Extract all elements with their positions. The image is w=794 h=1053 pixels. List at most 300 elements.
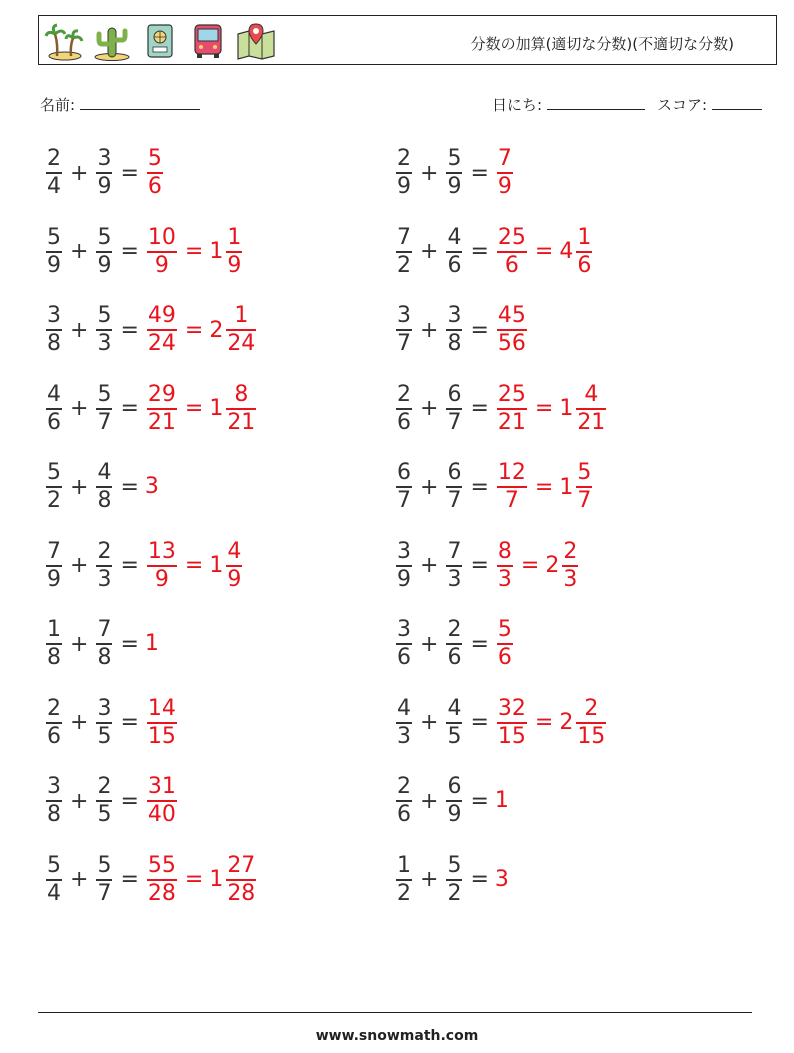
denominator: 8 [47, 802, 61, 827]
answer-integer: 3 [144, 474, 159, 499]
addend-b [446, 382, 462, 436]
addend-a [396, 539, 412, 593]
denominator: 5 [97, 723, 112, 749]
numerator: 6 [447, 774, 462, 799]
denominator: 5 [447, 723, 462, 749]
addend-b [96, 617, 112, 671]
mixed-whole: 4 [559, 239, 574, 264]
problem-row [394, 141, 515, 205]
numerator: 4 [97, 460, 112, 485]
denominator: 3 [447, 566, 462, 592]
mixed-whole: 1 [209, 867, 224, 892]
denominator: 28 [147, 880, 176, 906]
denominator: 9 [497, 174, 512, 199]
equals-sign: = [120, 710, 139, 735]
addend-a [396, 225, 412, 279]
mixed-whole: 2 [209, 317, 224, 343]
name-blank[interactable] [80, 95, 200, 110]
mixed-whole: 1 [559, 474, 574, 500]
answer [495, 303, 529, 357]
addend-a [396, 617, 412, 671]
numerator: 2 [563, 538, 578, 564]
answer [495, 867, 509, 893]
equals-sign: = [470, 160, 489, 186]
addend-a [396, 774, 412, 828]
denominator: 8 [97, 645, 112, 670]
denominator: 6 [147, 174, 162, 199]
denominator: 3 [397, 723, 411, 749]
worksheet-header [38, 15, 777, 65]
denominator: 7 [97, 880, 112, 906]
header-icons [43, 20, 277, 62]
numerator: 29 [147, 381, 176, 407]
plus-sign: + [420, 788, 439, 814]
numerator: 5 [497, 617, 512, 642]
problem-row [44, 612, 159, 676]
problem-row [394, 612, 515, 676]
denominator: 3 [497, 566, 512, 592]
numerator: 1 [397, 852, 411, 878]
problem-row [44, 220, 244, 284]
numerator: 6 [447, 460, 462, 485]
map-icon [235, 20, 277, 62]
footer-url: www.snowmath.com [315, 1028, 479, 1044]
denominator: 7 [397, 331, 411, 356]
numerator: 8 [497, 538, 512, 564]
answer [145, 696, 179, 750]
addend-b [96, 382, 112, 436]
equals-sign: = [120, 317, 139, 343]
addend-a [396, 382, 412, 436]
answer-fraction [147, 774, 177, 828]
plus-sign: + [70, 239, 89, 264]
denominator: 9 [447, 174, 462, 199]
equals-sign: = [120, 631, 139, 657]
plus-sign: + [70, 788, 89, 814]
addend-b [446, 696, 462, 750]
numerator: 2 [584, 695, 599, 721]
addend-a [46, 696, 62, 750]
plus-sign: + [420, 317, 439, 343]
denominator: 15 [147, 723, 176, 749]
plus-sign: + [70, 474, 89, 500]
denominator: 6 [397, 645, 411, 670]
answer-fraction [147, 539, 177, 593]
problem-row [394, 455, 594, 519]
addend-a [396, 460, 412, 514]
numerator: 7 [447, 538, 462, 564]
numerator: 5 [97, 852, 112, 878]
numerator: 5 [97, 381, 112, 407]
equals-sign: = [120, 553, 139, 578]
numerator: 5 [47, 460, 61, 485]
denominator: 2 [447, 880, 462, 906]
numerator: 2 [47, 146, 61, 171]
denominator: 7 [447, 488, 462, 513]
mixed-whole: 1 [209, 396, 224, 421]
addend-a [46, 774, 62, 828]
mixed-whole: 1 [209, 553, 224, 578]
denominator: 5 [97, 802, 112, 827]
denominator: 21 [147, 409, 176, 435]
denominator: 9 [47, 566, 61, 592]
denominator: 4 [47, 880, 61, 906]
denominator: 9 [154, 566, 169, 592]
answer [145, 146, 165, 200]
numerator: 3 [397, 538, 411, 564]
equals-sign: = [120, 867, 139, 892]
numerator: 4 [47, 381, 61, 407]
answer [145, 303, 258, 357]
numerator: 4 [227, 538, 242, 564]
answer [145, 474, 159, 500]
answer-equals-sign: = [184, 867, 204, 892]
name-field [40, 94, 200, 115]
plus-sign: + [70, 867, 89, 892]
denominator: 21 [497, 409, 526, 435]
numerator: 3 [97, 146, 112, 171]
denominator: 6 [397, 409, 411, 435]
numerator: 5 [447, 146, 462, 171]
equals-sign: = [470, 631, 489, 657]
numerator: 10 [147, 224, 176, 250]
equals-sign: = [470, 239, 489, 264]
denominator: 7 [447, 409, 462, 435]
addend-b [446, 539, 462, 593]
addend-a [46, 382, 62, 436]
numerator: 14 [147, 695, 176, 721]
numerator: 5 [577, 460, 592, 485]
addend-b [446, 774, 462, 828]
denominator: 6 [447, 252, 462, 278]
answer [495, 460, 594, 514]
numerator: 7 [497, 146, 512, 171]
equals-sign: = [470, 474, 489, 500]
denominator: 9 [397, 566, 411, 592]
denominator: 2 [47, 488, 61, 513]
answer-fraction [497, 225, 527, 279]
problem-row [394, 848, 509, 912]
plus-sign: + [70, 317, 89, 343]
plus-sign: + [70, 160, 89, 186]
numerator: 2 [397, 774, 411, 799]
answer-fraction [497, 617, 513, 671]
addend-b [96, 853, 112, 907]
addend-a [396, 696, 412, 750]
problem-row [394, 769, 509, 833]
plus-sign: + [70, 553, 89, 578]
answer-fraction [497, 460, 527, 514]
equals-sign: = [470, 867, 489, 892]
score-blank[interactable] [712, 95, 762, 110]
equals-sign: = [120, 474, 139, 500]
bus-icon [187, 20, 229, 62]
denominator: 24 [227, 331, 256, 356]
answer [145, 539, 244, 593]
denominator: 8 [47, 645, 61, 670]
equals-sign: = [120, 396, 139, 421]
mixed-fraction [576, 696, 606, 750]
answer-equals-sign: = [520, 553, 540, 578]
numerator: 4 [584, 381, 599, 407]
denominator: 8 [97, 488, 112, 513]
addend-b [446, 146, 462, 200]
denominator: 3 [97, 331, 112, 356]
plus-sign: + [420, 867, 439, 892]
denominator: 28 [227, 880, 256, 906]
denominator: 7 [504, 488, 519, 513]
answer-fraction [147, 146, 163, 200]
denominator: 8 [47, 331, 61, 356]
mixed-fraction [226, 225, 242, 279]
addend-b [446, 225, 462, 279]
numerator: 3 [47, 303, 61, 328]
numerator: 2 [447, 617, 462, 642]
date-label: 日にち: [492, 96, 543, 114]
problem-row [44, 769, 179, 833]
addend-a [396, 146, 412, 200]
numerator: 2 [97, 538, 112, 564]
passport-icon [139, 20, 181, 62]
numerator: 31 [147, 774, 176, 799]
denominator: 6 [577, 252, 592, 278]
numerator: 5 [97, 224, 112, 250]
problem-row [44, 298, 258, 362]
problem-row [44, 455, 159, 519]
equals-sign: = [470, 788, 489, 814]
answer [145, 774, 179, 828]
plus-sign: + [420, 239, 439, 264]
denominator: 2 [397, 252, 411, 278]
answer-fraction [497, 303, 527, 357]
denominator: 6 [47, 723, 61, 749]
answer [495, 225, 594, 279]
numerator: 7 [47, 538, 61, 564]
problem-row [44, 377, 258, 441]
addend-b [96, 460, 112, 514]
numerator: 3 [97, 695, 112, 721]
numerator: 7 [97, 617, 112, 642]
numerator: 4 [447, 695, 462, 721]
denominator: 15 [497, 723, 526, 749]
addend-a [46, 617, 62, 671]
answer [145, 631, 159, 657]
answer-equals-sign: = [184, 553, 204, 578]
plus-sign: + [420, 631, 439, 657]
numerator: 1 [577, 224, 592, 250]
answer-fraction [147, 382, 177, 436]
date-blank[interactable] [547, 95, 645, 110]
numerator: 1 [234, 303, 249, 328]
numerator: 2 [397, 381, 411, 407]
denominator: 4 [47, 174, 61, 199]
answer-fraction [497, 382, 527, 436]
equals-sign: = [470, 317, 489, 343]
problem-row [44, 141, 165, 205]
answer [495, 617, 515, 671]
addend-a [46, 225, 62, 279]
addend-b [96, 696, 112, 750]
palm-tree-icon [43, 20, 85, 62]
numerator: 49 [147, 303, 176, 328]
addend-b [96, 146, 112, 200]
numerator: 2 [97, 774, 112, 799]
denominator: 6 [447, 645, 462, 670]
answer-fraction [497, 539, 513, 593]
numerator: 55 [147, 852, 176, 878]
problem-row [394, 534, 580, 598]
denominator: 9 [154, 252, 169, 278]
answer [495, 696, 608, 750]
name-label: 名前: [40, 96, 76, 114]
problem-row [44, 691, 179, 755]
mixed-fraction [226, 382, 256, 436]
denominator: 7 [97, 409, 112, 435]
answer [145, 382, 258, 436]
denominator: 2 [397, 880, 411, 906]
numerator: 25 [497, 224, 526, 250]
answer [495, 539, 580, 593]
answer-fraction [147, 696, 177, 750]
answer-integer: 1 [494, 788, 509, 813]
denominator: 24 [147, 331, 176, 356]
numerator: 4 [447, 224, 462, 250]
answer-equals-sign: = [534, 474, 554, 500]
answer [495, 788, 509, 814]
numerator: 6 [397, 460, 411, 485]
date-field [492, 94, 645, 115]
problem-row [394, 691, 608, 755]
numerator: 5 [47, 224, 61, 250]
equals-sign: = [120, 160, 139, 186]
equals-sign: = [470, 710, 489, 735]
addend-a [396, 853, 412, 907]
mixed-fraction [576, 460, 592, 514]
addend-b [96, 774, 112, 828]
numerator: 5 [447, 852, 462, 878]
denominator: 7 [577, 488, 592, 513]
numerator: 13 [147, 538, 176, 564]
answer-equals-sign: = [184, 317, 204, 343]
numerator: 5 [47, 852, 61, 878]
denominator: 7 [397, 488, 411, 513]
answer-equals-sign: = [184, 396, 204, 421]
answer-integer: 1 [144, 631, 159, 656]
problem-row [394, 298, 529, 362]
mixed-whole: 1 [559, 396, 574, 421]
answer-fraction [497, 146, 513, 200]
denominator: 40 [147, 802, 176, 827]
equals-sign: = [470, 396, 489, 421]
score-label: スコア: [657, 96, 708, 114]
answer-fraction [147, 303, 177, 357]
numerator: 45 [497, 303, 526, 328]
denominator: 9 [227, 252, 242, 278]
numerator: 5 [97, 303, 112, 328]
numerator: 6 [447, 381, 462, 407]
score-field [657, 94, 762, 115]
plus-sign: + [70, 396, 89, 421]
numerator: 3 [397, 617, 411, 642]
denominator: 56 [497, 331, 526, 356]
denominator: 15 [577, 723, 606, 749]
numerator: 2 [397, 146, 411, 171]
answer-equals-sign: = [534, 239, 554, 264]
addend-b [96, 225, 112, 279]
equals-sign: = [470, 553, 489, 578]
problem-row [44, 534, 244, 598]
numerator: 3 [447, 303, 462, 328]
problem-row [44, 848, 258, 912]
numerator: 27 [227, 852, 256, 878]
addend-a [46, 539, 62, 593]
mixed-whole: 2 [559, 710, 574, 735]
mixed-fraction [226, 853, 256, 907]
numerator: 25 [497, 381, 526, 407]
denominator: 6 [504, 252, 519, 278]
denominator: 3 [97, 566, 112, 592]
answer [495, 146, 515, 200]
numerator: 12 [497, 460, 526, 485]
answer-equals-sign: = [534, 710, 554, 735]
numerator: 2 [47, 695, 61, 721]
numerator: 7 [397, 224, 411, 250]
numerator: 3 [397, 303, 411, 328]
answer [145, 225, 244, 279]
addend-b [446, 460, 462, 514]
mixed-fraction [576, 382, 606, 436]
numerator: 1 [227, 224, 242, 250]
mixed-fraction [226, 539, 242, 593]
answer [495, 382, 608, 436]
denominator: 9 [447, 802, 462, 827]
mixed-fraction [562, 539, 578, 593]
numerator: 4 [397, 695, 411, 721]
plus-sign: + [420, 474, 439, 500]
plus-sign: + [70, 631, 89, 657]
denominator: 9 [227, 566, 242, 592]
denominator: 9 [397, 174, 411, 199]
answer [145, 853, 258, 907]
problem-row [394, 220, 594, 284]
denominator: 6 [397, 802, 411, 827]
numerator: 8 [234, 381, 249, 407]
addend-a [46, 303, 62, 357]
worksheet-title: 分数の加算(適切な分数)(不適切な分数) [470, 35, 734, 53]
footer-divider [38, 1012, 752, 1013]
mixed-fraction [576, 225, 592, 279]
answer-fraction [147, 853, 177, 907]
answer-fraction [497, 696, 527, 750]
denominator: 8 [447, 331, 462, 356]
denominator: 9 [97, 252, 112, 278]
cactus-icon [91, 20, 133, 62]
denominator: 9 [97, 174, 112, 199]
plus-sign: + [420, 396, 439, 421]
mixed-whole: 2 [545, 553, 560, 578]
answer-equals-sign: = [534, 396, 554, 421]
plus-sign: + [70, 710, 89, 735]
addend-b [446, 617, 462, 671]
denominator: 3 [563, 566, 578, 592]
plus-sign: + [420, 710, 439, 735]
denominator: 21 [577, 409, 606, 435]
denominator: 6 [497, 645, 512, 670]
answer-fraction [147, 225, 177, 279]
answer-equals-sign: = [184, 239, 204, 264]
addend-a [46, 853, 62, 907]
denominator: 21 [227, 409, 256, 435]
